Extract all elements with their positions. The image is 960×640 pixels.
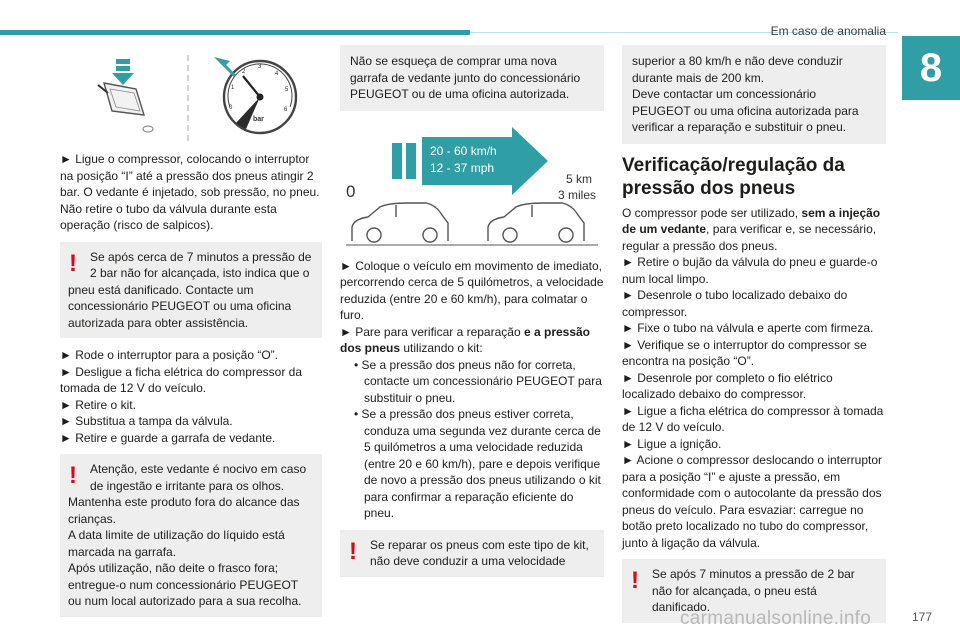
list-item: ► Rode o interruptor para a posição “O”. <box>60 348 278 362</box>
warning-text: pneu está danificado. Contacte um concessionário PEUGEOT ou uma oficina autorizada para obter assistência. <box>68 282 292 330</box>
switch-press-icon <box>98 59 153 132</box>
note-text: Deve contactar um concessionário PEUGEOT ou uma oficina autorizada para verificar a reparação e substituir o pneu. <box>632 87 859 134</box>
instruction-text: utilizando o kit: <box>400 341 483 355</box>
warning-text: Atenção, este vedante é nocivo em caso de ingestão e irritante para os olhos. <box>90 462 307 493</box>
gauge-tick-label: 0 <box>229 105 233 111</box>
list-item: ► Substitua a tampa da válvula. <box>60 414 233 428</box>
list-item: ► Ligue a ignição. <box>622 436 722 451</box>
warning-box <box>340 530 604 577</box>
warning-text: Mantenha este produto fora do alcance das crianças. <box>68 495 300 526</box>
list-item: ► Retire o bujão da válvula do pneu e guarde-o num local limpo. <box>622 255 878 286</box>
warning-icon: ! <box>349 537 357 565</box>
warning-icon: ! <box>69 462 77 489</box>
distance-km: 5 km <box>566 171 593 186</box>
car-icon <box>488 203 584 242</box>
warning-text: Se após 7 minutos a pressão de 2 bar não for alcançada, o pneu está danificado. <box>652 567 855 614</box>
list-item: ► Retire o kit. <box>60 397 136 412</box>
sub-list-item: • Se a pressão dos pneus estiver correta, conduza uma segunda vez durante cerca de 5 quilómetros a uma velocidade reduzida (entre 20 e 60 km/h), pare e depois verifique de novo a pressão dos pneus utilizando o kit para confirmar a reparação eficiente do pneu. <box>354 407 601 520</box>
compressor-figure <box>60 45 322 143</box>
instruction-paragraph: ► Coloque o veículo em movimento de imediato, percorrendo cerca de 5 quilómetros, a velocidade reduzida (entre 20 e 60 km/h), para colmatar o furo. <box>340 258 604 322</box>
warning-box <box>60 454 322 617</box>
pressure-gauge-icon <box>214 57 296 133</box>
gauge-tick-label: 6 <box>284 107 288 113</box>
instruction-text: ► Pare para verificar a reparação <box>340 324 524 339</box>
gauge-tick-label: 4 <box>275 71 279 77</box>
watermark: carmanualsonline.info <box>680 608 872 629</box>
intro-text: , para verificar e, se necessário, regular a pressão dos pneus. <box>622 222 877 253</box>
instruction-paragraph <box>340 324 604 357</box>
gauge-tick-label: 1 <box>231 85 235 91</box>
car-icon <box>352 203 448 242</box>
start-distance: 0 <box>346 181 356 201</box>
list-item: ► Retire e guarde a garrafa de vedante. <box>60 430 276 445</box>
list-item: ► Desligue a ficha elétrica do compressor da tomada de 12 V do veículo. <box>60 364 302 395</box>
speed-kmh: 20 - 60 km/h <box>430 143 497 158</box>
section-title: Em caso de anomalia <box>770 24 886 38</box>
chapter-badge: 8 <box>902 36 960 100</box>
note-box: Não se esqueça de comprar uma nova garrafa de vedante junto do concessionário PEUGEOT ou de uma oficina autorizada. <box>340 45 604 111</box>
list-item: ► Fixe o tubo na válvula e aperte com firmeza. <box>622 321 874 335</box>
note-box <box>622 45 886 144</box>
list-item: ► Ligue a ficha elétrica do compressor à tomada de 12 V do veículo. <box>622 403 884 434</box>
speed-mph: 12 - 37 mph <box>430 160 495 175</box>
intro-emphasis: sem a injeção de um vedante <box>622 205 881 236</box>
compressor-illustration <box>60 45 322 143</box>
speed-arrow-icon <box>392 127 548 195</box>
intro-paragraph <box>622 205 886 255</box>
gauge-tick-label: 3 <box>258 64 262 70</box>
page-number: 177 <box>911 610 932 624</box>
list-item: ► Desenrole o tubo localizado debaixo do compressor. <box>622 288 848 319</box>
gauge-unit: bar <box>253 116 264 123</box>
column-1 <box>60 45 322 626</box>
driving-illustration <box>340 123 604 248</box>
header-accent-bar <box>0 30 470 35</box>
distance-miles: 3 miles <box>558 187 597 202</box>
gauge-tick-label: 2 <box>242 69 246 75</box>
list-item: ► Desenrole por completo o fio elétrico localizado debaixo do compressor. <box>622 370 833 401</box>
warning-box <box>60 242 322 339</box>
warning-text: A data limite de utilização do líquido está marcada na garrafa. <box>68 528 285 559</box>
list-item: ► Verifique se o interruptor do compressor se encontra na posição “O”. <box>622 337 867 368</box>
instruction-emphasis: e a pressão dos pneus <box>340 324 591 355</box>
instruction-paragraph: ► Ligue o compressor, colocando o interruptor na posição “I” até a pressão dos pneus atingir 2 bar. O vedante é injetado, sob pressão, no pneu. Não retire o tubo da válvula durante esta operação (risco de salpicos). <box>60 152 320 232</box>
intro-text: O compressor pode ser utilizado, <box>622 205 802 220</box>
warning-text: Se reparar os pneus com este tipo de kit, não deve conduzir a uma velocidade <box>370 537 589 568</box>
warning-icon: ! <box>69 249 77 277</box>
gauge-tick-label: 5 <box>285 87 289 93</box>
section-heading: Verificação/regulação da pressão dos pneus <box>622 154 845 199</box>
sub-list-item: • Se a pressão dos pneus não for correta, contacte um concessionário PEUGEOT para substituir o pneu. <box>354 357 602 405</box>
column-2 <box>340 45 604 586</box>
column-3 <box>622 45 886 632</box>
note-text: superior a 80 km/h e não deve conduzir durante mais de 200 km. <box>632 54 843 85</box>
warning-text: Se após cerca de 7 minutos a pressão de 2 bar não for alcançada, isto indica que o <box>90 249 312 280</box>
warning-text: Após utilização, não deite o frasco fora; entregue-o num concessionário PEUGEOT ou num local autorizado para a sua recolha. <box>68 561 302 608</box>
list-item: ► Acione o compressor deslocando o interruptor para a posição “I” e ajuste a pressão, em conformidade com o autocolante da pressão dos pneus do veículo. Para esvaziar: carregue no botão preto localizado no tubo do compressor, junto à ligação da válvula. <box>622 453 883 550</box>
warning-icon: ! <box>631 567 639 594</box>
driving-figure <box>340 123 604 248</box>
